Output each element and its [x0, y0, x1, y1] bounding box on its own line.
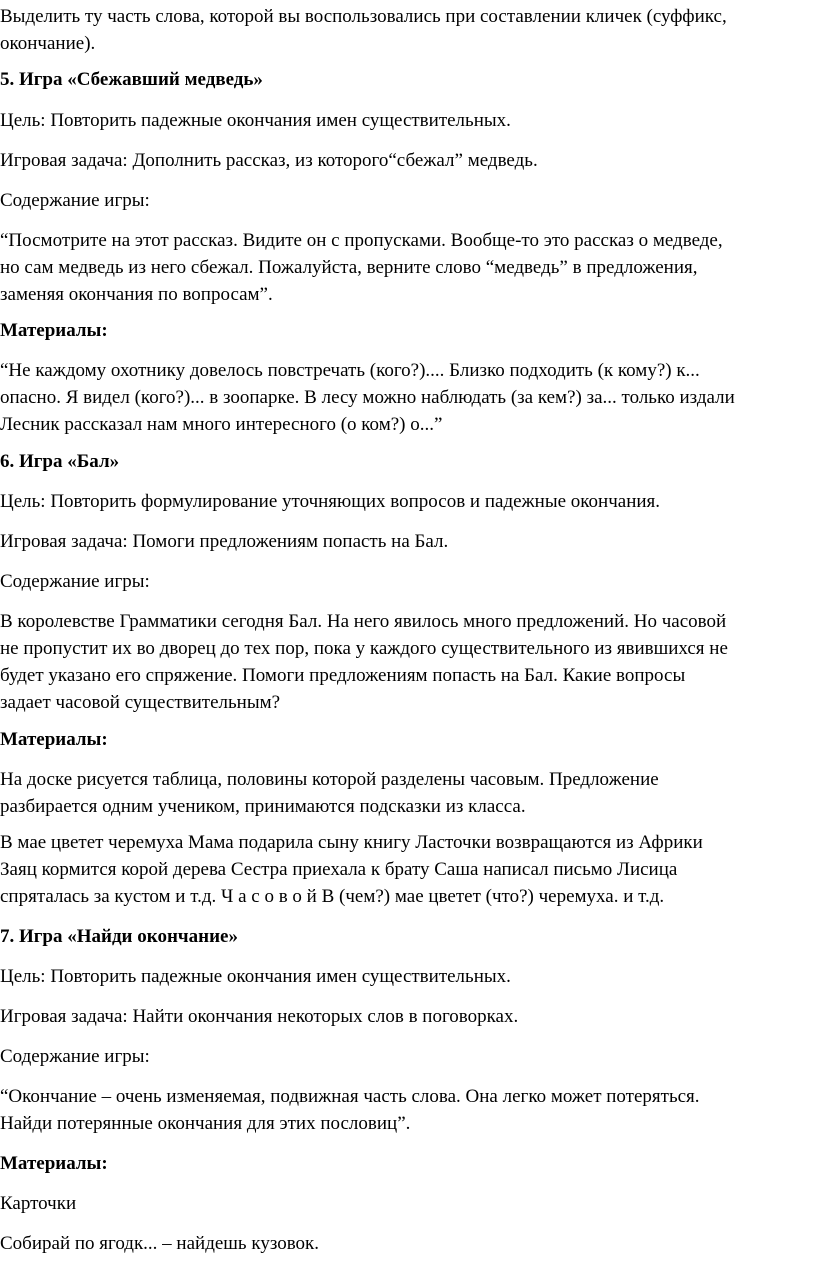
game6-heading: 6. Игра «Бал» [0, 451, 120, 472]
game5-content-line-1: “Посмотрите на этот рассказ. Видите он с пропусками. Вообще-то это рассказ о медведе, [0, 230, 723, 251]
game5-materials-line-3: Лесник рассказал нам много интересного (о ком?) о...” [0, 414, 443, 435]
intro-line-1: Выделить ту часть слова, которой вы воспользовались при составлении кличек (суффикс, [0, 6, 727, 27]
game6-example-line-3: спряталась за кустом и т.д. Ч а с о в о й В (чем?) мае цветет (что?) черемуха. и т.д. [0, 886, 665, 907]
game7-content-label: Содержание игры: [0, 1046, 150, 1067]
game7-content-line-1: “Окончание – очень изменяемая, подвижная часть слова. Она легко может потеряться. [0, 1086, 700, 1107]
game6-materials-line-1: На доске рисуется таблица, половины которой разделены часовым. Предложение [0, 769, 659, 790]
game6-goal: Цель: Повторить формулирование уточняющих вопросов и падежные окончания. [0, 491, 661, 512]
game5-materials-line-1: “Не каждому охотнику довелось повстречать (кого?).... Близко подходить (к кому?) к... [0, 360, 700, 381]
game7-content-line-2: Найди потерянные окончания для этих пословиц”. [0, 1113, 411, 1134]
game6-task: Игровая задача: Помоги предложениям попасть на Бал. [0, 531, 449, 552]
game6-content-line-2: не пропустит их во дворец до тех пор, пока у каждого существительного из явившихся не [0, 638, 728, 659]
game7-materials-item: Карточки [0, 1193, 77, 1214]
game5-content-label: Содержание игры: [0, 190, 150, 211]
intro-line-2: окончание). [0, 33, 96, 54]
game6-materials-label: Материалы: [0, 729, 108, 750]
game6-content-line-4: задает часовой существительным? [0, 692, 281, 713]
game6-content-line-1: В королевстве Грамматики сегодня Бал. На него явилось много предложений. Но часовой [0, 611, 727, 632]
game6-content-line-3: будет указано его спряжение. Помоги предложениям попасть на Бал. Какие вопросы [0, 665, 686, 686]
game5-materials-label: Материалы: [0, 320, 108, 341]
game5-heading: 5. Игра «Сбежавший медведь» [0, 69, 263, 90]
game7-heading: 7. Игра «Найди окончание» [0, 926, 238, 947]
game5-content-line-2: но сам медведь из него сбежал. Пожалуйста, верните слово “медведь” в предложения, [0, 257, 698, 278]
game6-materials-line-2: разбирается одним учеником, принимаются подсказки из класса. [0, 796, 526, 817]
game5-task: Игровая задача: Дополнить рассказ, из которого“сбежал” медведь. [0, 150, 538, 171]
game7-goal: Цель: Повторить падежные окончания имен существительных. [0, 966, 511, 987]
game7-proverb-1: Собирай по ягодк... – найдешь кузовок. [0, 1233, 320, 1254]
game7-task: Игровая задача: Найти окончания некоторых слов в поговорках. [0, 1006, 519, 1027]
game5-content-line-3: заменяя окончания по вопросам”. [0, 284, 273, 305]
game6-content-label: Содержание игры: [0, 571, 150, 592]
game6-example-line-2: Заяц кормится корой дерева Сестра приехала к брату Саша написал письмо Лисица [0, 859, 678, 880]
game6-example-line-1: В мае цветет черемуха Мама подарила сыну книгу Ласточки возвращаются из Африки [0, 832, 703, 853]
game5-goal: Цель: Повторить падежные окончания имен существительных. [0, 110, 511, 131]
game5-materials-line-2: опасно. Я видел (кого?)... в зоопарке. В лесу можно наблюдать (за кем?) за... только издали [0, 387, 735, 408]
game7-materials-label: Материалы: [0, 1153, 108, 1174]
